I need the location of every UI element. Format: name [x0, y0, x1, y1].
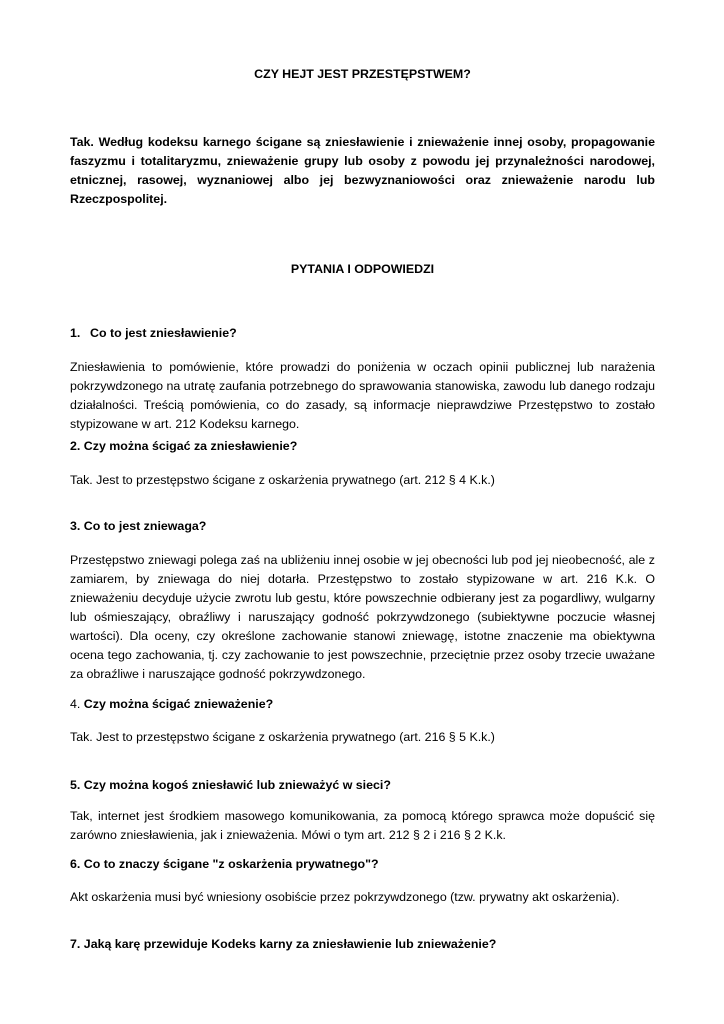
question-number: 2.	[70, 439, 81, 453]
question-text: Co to jest zniesławienie?	[90, 326, 237, 340]
question-number: 7.	[70, 937, 81, 951]
question-text: Czy można kogoś zniesławić lub znieważyć w sieci?	[83, 778, 391, 792]
question-text: Czy można ścigać znieważenie?	[83, 697, 274, 711]
question-number: 3.	[70, 519, 81, 533]
question-text: Co to znaczy ścigane "z oskarżenia prywatnego"?	[83, 857, 379, 871]
answer-2: Tak. Jest to przestępstwo ścigane z oskarżenia prywatnego (art. 212 § 4 K.k.)	[70, 473, 495, 487]
answer-1: Zniesławienia to pomówienie, które prowadzi do poniżenia w oczach opinii publicznej lub narażenia pokrzywdzonego na utratę zaufania potrzebnego do sprawowania stanowiska, zawodu lub danego rodzaju działalności. Treścią pomówienia, co do zasady, są informacje nieprawdziwe Przestępstwo to zostało stypizowane w art. 212 Kodeksu karnego.	[70, 360, 655, 431]
question-7	[70, 935, 655, 954]
question-number: 4.	[70, 697, 81, 711]
section-title: PYTANIA I ODPOWIEDZI	[290, 262, 435, 276]
question-number: 1.	[70, 326, 81, 340]
intro-paragraph: Tak. Według kodeksu karnego ścigane są zniesławienie i znieważenie innej osoby, propagowanie faszyzmu i totalitaryzmu, znieważenie grupy lub osoby z powodu jej przynależności narodowej, etnicznej, rasowej, wyznaniowej albo jej bezwyznaniowości oraz znieważenie narodu lub Rzeczpospolitej.	[70, 135, 655, 206]
question-number: 6.	[70, 857, 81, 871]
answer-4: Tak. Jest to przestępstwo ścigane z oskarżenia prywatnego (art. 216 § 5 K.k.)	[70, 730, 495, 744]
question-5	[70, 776, 655, 795]
document-title: CZY HEJT JEST PRZESTĘPSTWEM?	[254, 67, 471, 81]
question-6	[70, 855, 655, 874]
question-2	[70, 437, 655, 456]
question-4	[70, 695, 655, 714]
question-text: Co to jest zniewaga?	[83, 519, 207, 533]
question-text: Jaką karę przewiduje Kodeks karny za zniesławienie lub znieważenie?	[83, 937, 497, 951]
question-3	[70, 517, 655, 536]
question-1	[70, 324, 655, 343]
answer-5: Tak, internet jest środkiem masowego komunikowania, za pomocą którego sprawca może dopuścić się zarówno zniesławienia, jak i znieważenia. Mówi o tym art. 212 § 2 i 216 § 2 K.k.	[70, 809, 655, 842]
answer-3: Przestępstwo zniewagi polega zaś na ubliżeniu innej osobie w jej obecności lub pod jej nieobecność, ale z zamiarem, by zniewaga do niej dotarła. Przestępstwo to zostało stypizowane w art. 216 K.k. O znieważeniu decyduje użycie zwrotu lub gestu, które powszechnie odbierany jest za pogardliwy, wulgarny lub ośmieszający, obraźliwy i naruszający godność pokrzywdzonego (subiektywne poczucie własnej wartości). Dla oceny, czy określone zachowanie stanowi zniewagę, istotne znaczenie ma obiektywna ocena tego zachowania, tj. czy zachowanie to jest powszechnie, przeciętnie przez osoby trzecie uważane za obraźliwe i naruszające godność pokrzywdzonego.	[70, 553, 655, 681]
question-number: 5.	[70, 778, 81, 792]
question-text: Czy można ścigać za zniesławienie?	[83, 439, 298, 453]
answer-6: Akt oskarżenia musi być wniesiony osobiście przez pokrzywdzonego (tzw. prywatny akt oskarżenia).	[70, 890, 620, 904]
